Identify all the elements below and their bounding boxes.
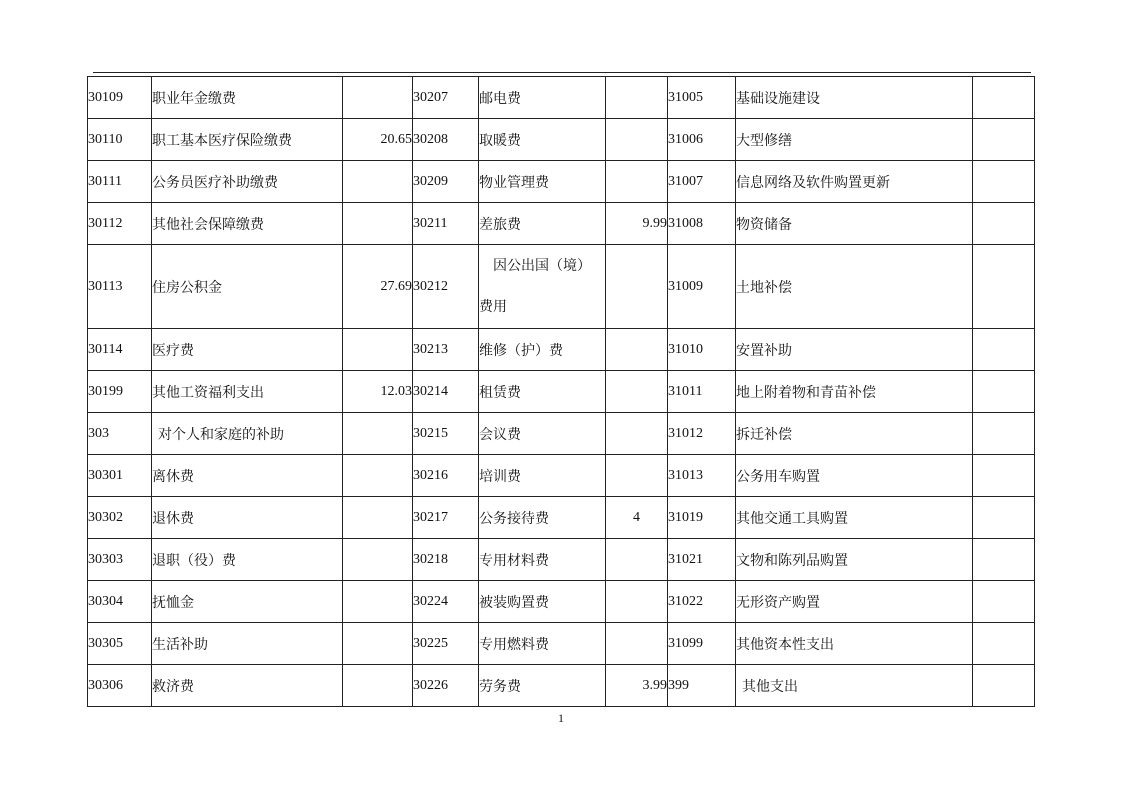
item-code: 31006	[668, 119, 736, 161]
item-code: 30218	[413, 539, 479, 581]
table-row	[88, 329, 1035, 371]
item-code: 31005	[668, 77, 736, 119]
item-name: 生活补助	[152, 623, 343, 665]
table-row	[88, 119, 1035, 161]
item-name: 取暖费	[479, 119, 606, 161]
budget-expenditure-table	[87, 76, 1035, 707]
table-row	[88, 455, 1035, 497]
item-amount	[343, 581, 413, 623]
item-code: 30112	[88, 203, 152, 245]
item-code: 399	[668, 665, 736, 707]
item-name: 会议费	[479, 413, 606, 455]
item-code: 30301	[88, 455, 152, 497]
item-name: 信息网络及软件购置更新	[736, 161, 973, 203]
item-name: 无形资产购置	[736, 581, 973, 623]
item-code: 30213	[413, 329, 479, 371]
item-amount	[973, 119, 1035, 161]
item-code: 30304	[88, 581, 152, 623]
item-amount	[606, 77, 668, 119]
table-row	[88, 497, 1035, 539]
item-code: 30306	[88, 665, 152, 707]
item-code: 30225	[413, 623, 479, 665]
table-row	[88, 245, 1035, 329]
item-name: 文物和陈列品购置	[736, 539, 973, 581]
item-name: 离休费	[152, 455, 343, 497]
item-name: 住房公积金	[152, 245, 343, 329]
item-name: 公务用车购置	[736, 455, 973, 497]
item-name: 其他支出	[736, 665, 973, 707]
item-code: 30305	[88, 623, 152, 665]
item-name: 土地补偿	[736, 245, 973, 329]
item-code: 31007	[668, 161, 736, 203]
item-code: 30209	[413, 161, 479, 203]
item-name: 基础设施建设	[736, 77, 973, 119]
item-amount	[606, 161, 668, 203]
item-name: 救济费	[152, 665, 343, 707]
item-code: 30226	[413, 665, 479, 707]
item-amount	[343, 455, 413, 497]
item-code: 30302	[88, 497, 152, 539]
item-name: 劳务费	[479, 665, 606, 707]
item-code: 30111	[88, 161, 152, 203]
page-number: 1	[558, 711, 564, 725]
item-amount	[973, 623, 1035, 665]
item-name: 物业管理费	[479, 161, 606, 203]
item-code: 30224	[413, 581, 479, 623]
item-amount	[973, 665, 1035, 707]
item-code: 30211	[413, 203, 479, 245]
item-amount	[973, 203, 1035, 245]
item-amount: 3.99	[606, 665, 668, 707]
item-amount	[343, 413, 413, 455]
table-row	[88, 623, 1035, 665]
item-name: 公务员医疗补助缴费	[152, 161, 343, 203]
item-amount	[973, 371, 1035, 413]
item-name: 大型修缮	[736, 119, 973, 161]
item-code: 30110	[88, 119, 152, 161]
item-amount	[973, 539, 1035, 581]
item-amount	[606, 581, 668, 623]
item-code: 31099	[668, 623, 736, 665]
item-name: 维修（护）费	[479, 329, 606, 371]
item-code: 31012	[668, 413, 736, 455]
table-row	[88, 371, 1035, 413]
item-code: 31009	[668, 245, 736, 329]
item-amount	[606, 623, 668, 665]
item-name: 其他资本性支出	[736, 623, 973, 665]
item-amount	[973, 581, 1035, 623]
item-amount	[606, 539, 668, 581]
table-row	[88, 203, 1035, 245]
item-amount	[343, 623, 413, 665]
table-row	[88, 581, 1035, 623]
item-name: 其他社会保障缴费	[152, 203, 343, 245]
item-amount	[606, 329, 668, 371]
item-name-line1: 因公出国（境）	[493, 257, 591, 274]
item-amount	[343, 665, 413, 707]
item-code: 31011	[668, 371, 736, 413]
item-code: 30207	[413, 77, 479, 119]
item-name-line2: 费用	[479, 298, 507, 315]
table-row	[88, 77, 1035, 119]
item-name: 培训费	[479, 455, 606, 497]
item-amount: 27.69	[343, 245, 413, 329]
item-code: 30114	[88, 329, 152, 371]
item-amount	[343, 77, 413, 119]
item-name: 被装购置费	[479, 581, 606, 623]
item-amount: 9.99	[606, 203, 668, 245]
item-code: 30199	[88, 371, 152, 413]
item-code: 31008	[668, 203, 736, 245]
item-amount	[973, 497, 1035, 539]
item-amount	[606, 413, 668, 455]
item-code: 30109	[88, 77, 152, 119]
item-name: 公务接待费	[479, 497, 606, 539]
item-name: 医疗费	[152, 329, 343, 371]
table-row	[88, 413, 1035, 455]
header-rule	[93, 72, 1031, 73]
item-code: 30214	[413, 371, 479, 413]
item-name: 对个人和家庭的补助	[152, 413, 343, 455]
item-name: 职业年金缴费	[152, 77, 343, 119]
table-row	[88, 161, 1035, 203]
item-name: 专用燃料费	[479, 623, 606, 665]
item-amount	[343, 329, 413, 371]
table-row	[88, 665, 1035, 707]
item-amount	[973, 329, 1035, 371]
item-code: 31019	[668, 497, 736, 539]
item-code: 31021	[668, 539, 736, 581]
item-code: 30113	[88, 245, 152, 329]
item-amount	[973, 77, 1035, 119]
item-name: 物资储备	[736, 203, 973, 245]
item-code: 31022	[668, 581, 736, 623]
item-name: 抚恤金	[152, 581, 343, 623]
item-code: 30212	[413, 245, 479, 329]
item-amount: 20.65	[343, 119, 413, 161]
item-amount	[343, 497, 413, 539]
item-amount	[343, 203, 413, 245]
item-code: 303	[88, 413, 152, 455]
item-amount	[606, 245, 668, 329]
item-amount	[973, 245, 1035, 329]
item-amount	[343, 161, 413, 203]
item-amount	[606, 119, 668, 161]
item-amount: 12.03	[343, 371, 413, 413]
item-code: 30208	[413, 119, 479, 161]
item-amount: 4	[606, 497, 668, 539]
item-amount	[973, 413, 1035, 455]
item-amount	[973, 455, 1035, 497]
item-name: 专用材料费	[479, 539, 606, 581]
item-name: 拆迁补偿	[736, 413, 973, 455]
item-name: 邮电费	[479, 77, 606, 119]
item-name: 职工基本医疗保险缴费	[152, 119, 343, 161]
item-code: 30303	[88, 539, 152, 581]
item-name: 租赁费	[479, 371, 606, 413]
table-row	[88, 539, 1035, 581]
item-amount	[973, 161, 1035, 203]
item-name: 差旅费	[479, 203, 606, 245]
item-code: 30216	[413, 455, 479, 497]
item-code: 30217	[413, 497, 479, 539]
item-name: 其他工资福利支出	[152, 371, 343, 413]
item-amount	[606, 455, 668, 497]
item-code: 31013	[668, 455, 736, 497]
item-name	[479, 245, 606, 329]
item-name: 地上附着物和青苗补偿	[736, 371, 973, 413]
item-code: 30215	[413, 413, 479, 455]
item-name: 退职（役）费	[152, 539, 343, 581]
item-code: 31010	[668, 329, 736, 371]
item-name: 其他交通工具购置	[736, 497, 973, 539]
item-amount	[343, 539, 413, 581]
item-amount	[606, 371, 668, 413]
item-name: 退休费	[152, 497, 343, 539]
item-name: 安置补助	[736, 329, 973, 371]
